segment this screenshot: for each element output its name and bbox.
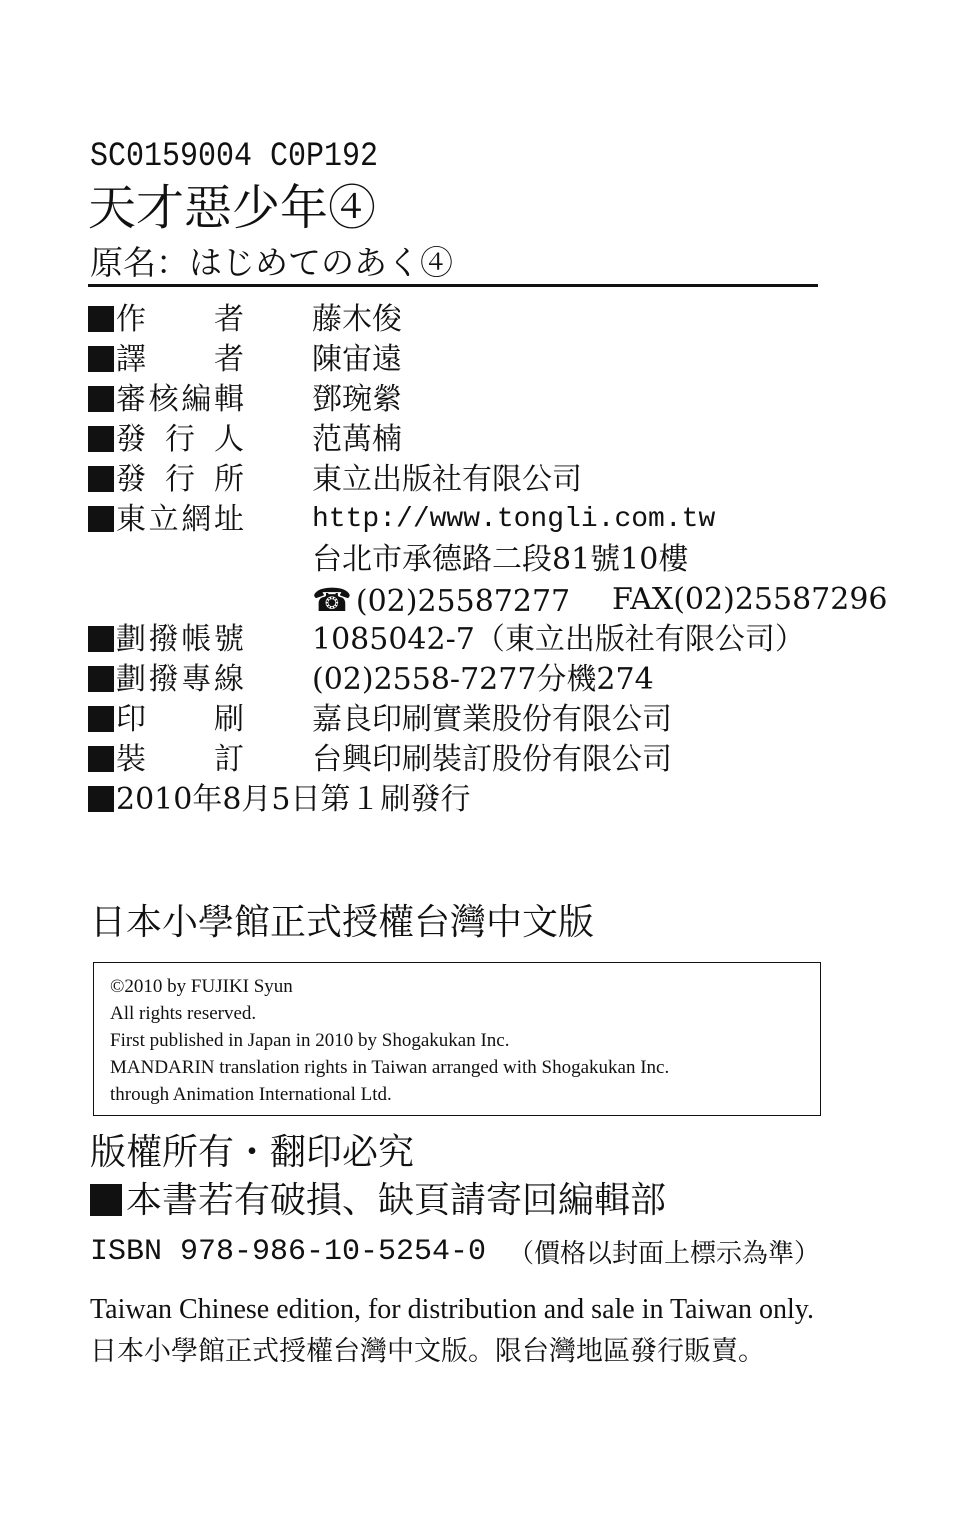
credit-label: 作 者 [116, 302, 244, 337]
credit-label: 劃撥專線 [116, 662, 244, 697]
telephone-icon: ☎ [312, 581, 352, 619]
credit-value: 嘉良印刷實業股份有限公司 [312, 702, 672, 737]
credit-value: (02)2558-7277分機274 [312, 662, 654, 697]
print-date [88, 780, 471, 820]
credit-row-binding [88, 740, 244, 780]
website-url: http://www.tongli.com.tw [312, 504, 716, 535]
phone-number: (02)25587277 [355, 584, 571, 619]
bullet-square-icon [90, 1184, 122, 1216]
book-title: 天才惡少年④ [88, 180, 377, 236]
credit-label: 印 刷 [116, 702, 244, 737]
credit-row-publisher [88, 420, 244, 460]
bullet-square-icon [88, 386, 114, 412]
credit-label: 發行人 [116, 422, 244, 457]
credit-value: 鄧琬縈 [312, 382, 402, 417]
product-code: SC0159004 C0P192 [90, 137, 379, 177]
copyright-line: ©2010 by FUJIKI Syun [110, 976, 293, 997]
credit-value: 東立出版社有限公司 [312, 462, 582, 497]
credit-label: 劃撥帳號 [116, 622, 244, 657]
fax-number: FAX(02)25587296 [612, 582, 888, 617]
original-title: 原名：はじめてのあく④ [90, 243, 453, 282]
bullet-square-icon [88, 426, 114, 452]
credit-label: 審核編輯 [116, 382, 244, 417]
damage-notice [90, 1178, 666, 1224]
bullet-square-icon [88, 786, 114, 812]
bullet-square-icon [88, 706, 114, 732]
credit-value: 台興印刷裝訂股份有限公司 [312, 742, 672, 777]
credit-label: 東立網址 [116, 502, 244, 537]
taiwan-edition-note: Taiwan Chinese edition, for distribution and sale in Taiwan only. [90, 1294, 814, 1325]
copyright-box [93, 962, 821, 1116]
credit-row-publishing-house [88, 460, 244, 500]
credit-label: 譯 者 [116, 342, 244, 377]
credit-label: 發行所 [116, 462, 244, 497]
credit-label: 裝 訂 [116, 742, 244, 777]
phone-line [312, 580, 570, 620]
credit-value: 陳宙遠 [312, 342, 402, 377]
print-date-text: 2010年8月5日第１刷發行 [116, 782, 471, 817]
damage-notice-text: 本書若有破損、缺頁請寄回編輯部 [126, 1180, 667, 1221]
address: 台北市承德路二段81號10樓 [312, 542, 689, 577]
title-divider [88, 284, 818, 287]
bullet-square-icon [88, 506, 114, 532]
isbn: ISBN 978-986-10-5254-0 [90, 1235, 487, 1269]
price-note: （價格以封面上標示為準） [508, 1239, 821, 1269]
credit-row-translator [88, 340, 244, 380]
credit-row-author [88, 300, 244, 340]
credit-row-editor [88, 380, 244, 420]
bullet-square-icon [88, 626, 114, 652]
license-title: 日本小學館正式授權台灣中文版 [90, 902, 595, 943]
copyright-line: All rights reserved. [110, 1003, 257, 1024]
bullet-square-icon [88, 746, 114, 772]
taiwan-license-note: 日本小學館正式授權台灣中文版。限台灣地區發行販賣。 [90, 1336, 765, 1367]
bullet-square-icon [88, 466, 114, 492]
bullet-square-icon [88, 346, 114, 372]
credit-row-website [88, 500, 244, 540]
credit-value: 范萬楠 [312, 422, 402, 457]
credit-row-printing [88, 700, 244, 740]
credit-row-postal-line [88, 660, 244, 700]
copyright-line: through Animation International Ltd. [110, 1084, 392, 1105]
copyright-line: First published in Japan in 2010 by Shogakukan Inc. [110, 1030, 510, 1051]
credit-value: 藤木俊 [312, 302, 402, 337]
credit-row-postal-account [88, 620, 244, 660]
bullet-square-icon [88, 306, 114, 332]
bullet-square-icon [88, 666, 114, 692]
copyright-line: MANDARIN translation rights in Taiwan arranged with Shogakukan Inc. [110, 1057, 670, 1078]
credit-value: 1085042-7（東立出版社有限公司） [312, 622, 805, 657]
rights-notice: 版權所有・翻印必究 [90, 1132, 415, 1173]
